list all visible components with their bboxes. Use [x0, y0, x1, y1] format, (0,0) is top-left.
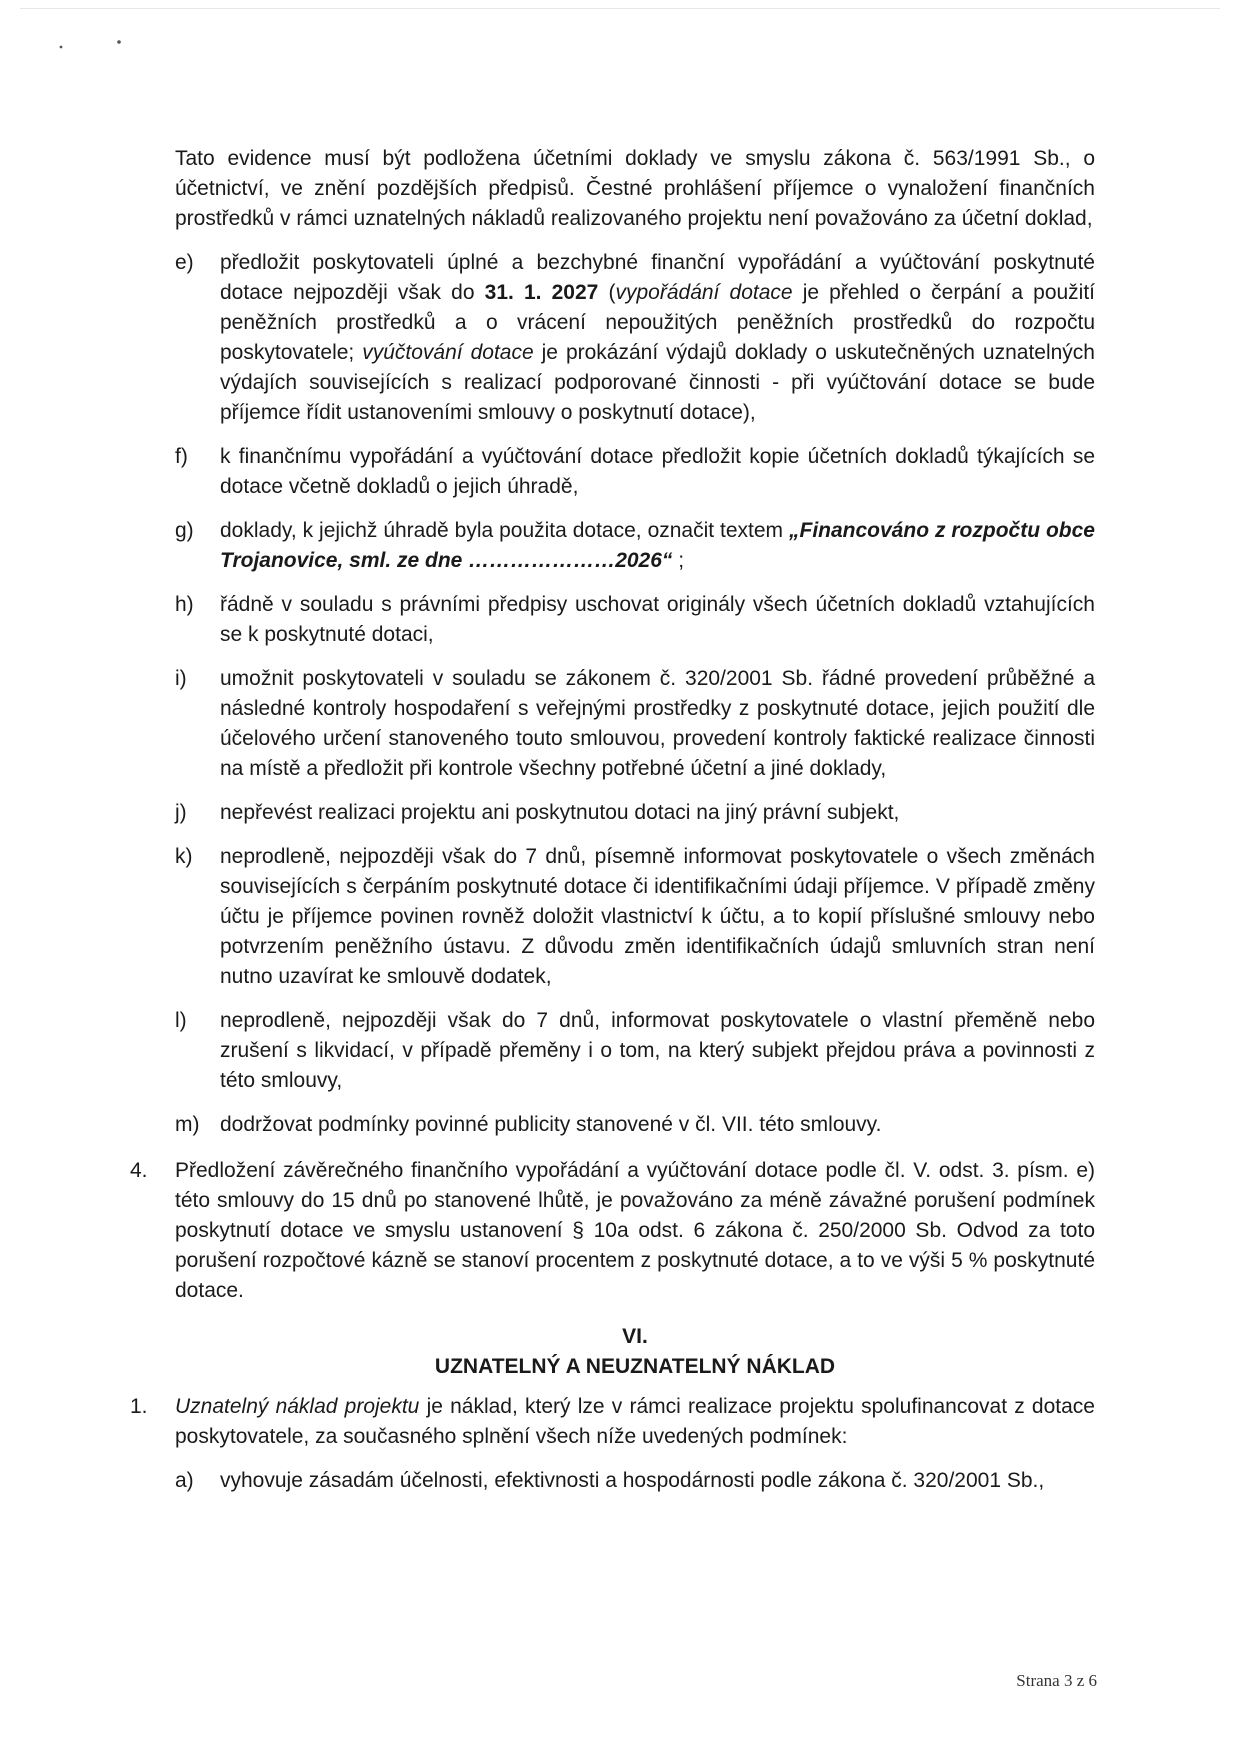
item-body: neprodleně, nejpozději však do 7 dnů, informovat poskytovatele o vlastní přeměně nebo zrušení s likvidací, v případě přeměny i o tom, na který subjekt přejdou práva a povinnosti z této smlouvy,	[220, 1009, 1095, 1092]
item-label: g)	[175, 519, 194, 542]
funding-label-text: „Financováno z rozpočtu obce Trojanovice, sml. ze dne …………………2026“	[220, 519, 1095, 572]
document-body	[130, 144, 1096, 1496]
item-body: k finančnímu vypořádání a vyúčtování dotace předložit kopie účetních dokladů týkajících se dotace včetně dokladů o jejich úhradě,	[220, 445, 1095, 498]
speck-1	[60, 46, 63, 49]
item-body: nepřevést realizaci projektu ani poskytnutou dotaci na jiný právní subjekt,	[220, 801, 900, 824]
item-label: m)	[175, 1113, 200, 1136]
list-item-j	[175, 798, 1095, 828]
scan-specks	[0, 0, 200, 80]
scan-edge-line	[20, 8, 1220, 9]
text-run: je náklad, který lze v rámci realizace projektu spolufinancovat z dotace poskytovatele, za současného splnění všech níže uvedených podmínek:	[175, 1395, 1095, 1448]
deadline-date: 31. 1. 2027	[484, 281, 599, 304]
point-label: 4.	[130, 1159, 148, 1182]
list-item-l	[175, 1006, 1095, 1096]
page-number: Strana 3 z 6	[1016, 1671, 1097, 1690]
item-body: dodržovat podmínky povinné publicity stanovené v čl. VII. této smlouvy.	[220, 1113, 882, 1136]
intro-paragraph: Tato evidence musí být podložena účetními doklady ve smyslu zákona č. 563/1991 Sb., o účetnictví, ve znění pozdějších předpisů. Čestné prohlášení příjemce o vynaložení finančních prostředků v rámci uznatelných nákladů realizovaného projektu není považováno za účetní doklad,	[175, 147, 1095, 230]
text-run: předložit poskytovateli úplné a bezchybné finanční vypořádání a vyúčtování poskytnuté dotace nejpozději však do	[220, 251, 1095, 304]
item-body	[220, 516, 1095, 576]
list-item-f	[175, 442, 1095, 502]
text-run: ;	[672, 549, 685, 572]
item-label: h)	[175, 593, 194, 616]
list-item-a	[175, 1466, 1095, 1496]
item-label: i)	[175, 667, 187, 690]
section-title: UZNATELNÝ A NEUZNATELNÝ NÁKLAD	[434, 1355, 836, 1378]
list-item-h	[175, 590, 1095, 650]
numbered-point-4	[130, 1156, 1095, 1306]
list-item-m	[175, 1110, 1095, 1140]
text-run: doklady, k jejichž úhradě byla použita dotace, označit textem	[220, 519, 789, 542]
list-item-k	[175, 842, 1095, 992]
item-body: neprodleně, nejpozději však do 7 dnů, písemně informovat poskytovatele o všech změnách souvisejících s čerpáním poskytnuté dotace či identifikačními údaji příjemce. V případě změny účtu je příjemce povinen rovněž doložit vlastnictví k účtu, a to kopií příslušné smlouvy nebo potvrzením peněžního ústavu. Z důvodu změn identifikačních údajů smluvních stran není nutno uzavírat ke smlouvě dodatek,	[220, 845, 1095, 988]
list-item-e	[175, 248, 1095, 428]
text-run: je přehled o čerpání a použití peněžních prostředků a o vrácení nepoužitých peněžních prostředků do rozpočtu poskytovatele;	[220, 281, 1096, 364]
item-label: j)	[175, 801, 187, 824]
term-vyporadani: vypořádání dotace	[615, 281, 793, 304]
item-label: a)	[175, 1469, 194, 1492]
section-number: VI.	[622, 1325, 648, 1348]
item-label: k)	[175, 845, 193, 868]
point-body	[175, 1392, 1095, 1452]
item-body	[220, 248, 1095, 428]
item-label: e)	[175, 251, 194, 274]
point-body: Předložení závěrečného finančního vypořádání a vyúčtování dotace podle čl. V. odst. 3. písm. e) této smlouvy do 15 dnů po stanovené lhůtě, je považováno za méně závažné porušení podmínek poskytnutí dotace ve smyslu ustanovení § 10a odst. 6 zákona č. 250/2000 Sb. Odvod za toto porušení rozpočtové kázně se stanoví procentem z poskytnuté dotace, a to ve výši 5 % poskytnuté dotace.	[175, 1159, 1095, 1302]
item-body: vyhovuje zásadám účelnosti, efektivnosti a hospodárnosti podle zákona č. 320/2001 Sb.,	[220, 1469, 1045, 1492]
text-run: (	[598, 281, 616, 304]
item-body: řádně v souladu s právními předpisy uschovat originály všech účetních dokladů vztahujících se k poskytnuté dotaci,	[220, 593, 1095, 646]
item-label: f)	[175, 445, 188, 468]
point-label: 1.	[130, 1395, 148, 1418]
list-item-i	[175, 664, 1095, 784]
numbered-point-1	[130, 1392, 1095, 1452]
speck-2	[117, 40, 121, 44]
text-run: je prokázání výdajů doklady o uskutečněných uznatelných výdajích souvisejících s realizací podporované činnosti - při vyúčtování dotace se bude příjemce řídit ustanoveními smlouvy o poskytnutí dotace),	[220, 341, 1095, 424]
item-body: umožnit poskytovateli v souladu se zákonem č. 320/2001 Sb. řádné provedení průběžné a následné kontroly hospodaření s veřejnými prostředky z poskytnuté dotace, jejich použití dle účelového určení stanoveného touto smlouvou, provedení kontroly faktické realizace činnosti na místě a předložit při kontrole všechny potřebné účetní a jiné doklady,	[220, 667, 1095, 780]
term-uznatelny-naklad: Uznatelný náklad projektu	[175, 1395, 420, 1418]
item-label: l)	[175, 1009, 187, 1032]
term-vyuctovani: vyúčtování dotace	[362, 341, 534, 364]
list-item-g	[175, 516, 1095, 576]
